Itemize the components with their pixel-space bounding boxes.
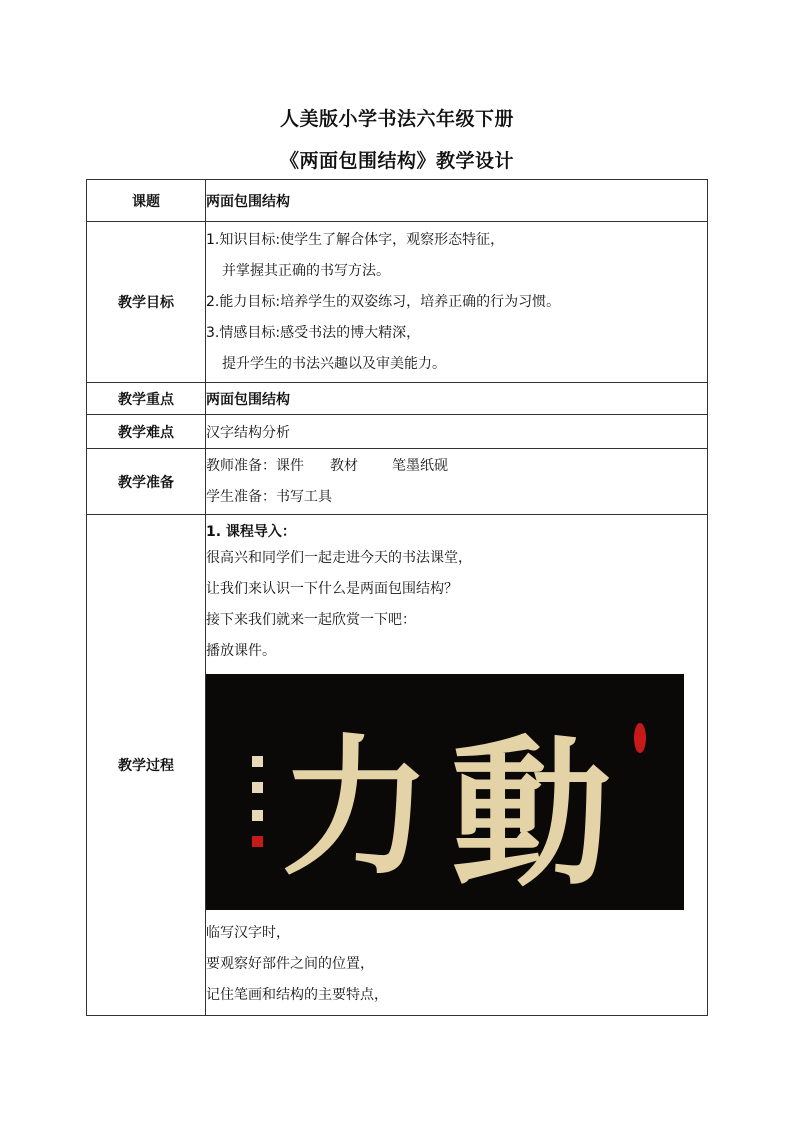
value-preparation <box>206 449 708 515</box>
process-line: 临写汉字时， <box>206 925 290 941</box>
lesson-plan-table <box>86 179 708 1016</box>
process-line: 接下来我们就来一起欣赏一下吧： <box>206 612 416 628</box>
objective-line: 1.知识目标:使学生了解合体字，观察形态特征， <box>206 231 505 248</box>
label-preparation: 教学准备 <box>87 449 206 515</box>
teacher-prep-item: 教材 <box>330 457 358 474</box>
label-difficulty: 教学难点 <box>87 415 206 449</box>
row-process <box>87 515 708 1016</box>
objective-line: 并掌握其正确的书写方法。 <box>222 262 390 279</box>
calligraphy-artwork <box>206 674 684 910</box>
teacher-prep-item: 教师准备：课件 <box>206 457 304 474</box>
value-objectives <box>206 222 708 383</box>
row-objectives <box>87 222 708 383</box>
value-difficulty: 汉字结构分析 <box>206 415 708 449</box>
process-line: 很高兴和同学们一起走进今天的书法课堂， <box>206 550 472 566</box>
teacher-preparation <box>206 451 707 482</box>
objective-line: 2.能力目标:培养学生的双姿练习，培养正确的行为习惯。 <box>206 293 561 310</box>
label-topic: 课题 <box>87 180 206 222</box>
decorative-square <box>252 810 263 821</box>
process-line: 播放课件。 <box>206 643 276 659</box>
decorative-square <box>252 756 263 767</box>
process-line: 记住笔画和结构的主要特点， <box>206 987 388 1003</box>
calligraphy-char-dong: 動 <box>451 720 612 908</box>
row-preparation <box>87 449 708 515</box>
row-difficulty <box>87 415 708 449</box>
row-topic <box>87 180 708 222</box>
label-key-point: 教学重点 <box>87 383 206 415</box>
red-seal-mark <box>634 723 646 753</box>
decorative-square <box>252 782 263 793</box>
document-title: 人美版小学书法六年级下册 <box>279 108 514 130</box>
teacher-prep-item: 笔墨纸砚 <box>392 457 448 474</box>
process-heading: 1. 课程导入： <box>206 524 296 540</box>
calligraphy-char-li: 力 <box>281 720 432 896</box>
row-key-point <box>87 383 708 415</box>
label-process: 教学过程 <box>87 515 206 1016</box>
value-key-point: 两面包围结构 <box>206 383 708 415</box>
process-line: 要观察好部件之间的位置， <box>206 956 374 972</box>
student-preparation: 学生准备：书写工具 <box>206 488 332 505</box>
decorative-square-red <box>252 836 263 847</box>
process-line: 让我们来认识一下什么是两面包围结构？ <box>206 581 458 597</box>
courseware-slide-image <box>206 674 684 910</box>
objective-line: 3.情感目标:感受书法的博大精深， <box>206 324 421 341</box>
value-topic: 两面包围结构 <box>206 180 708 222</box>
label-objectives: 教学目标 <box>87 222 206 383</box>
document-subtitle: 《两面包围结构》教学设计 <box>279 150 514 172</box>
value-process <box>206 515 708 1016</box>
objective-line: 提升学生的书法兴趣以及审美能力。 <box>222 355 446 372</box>
